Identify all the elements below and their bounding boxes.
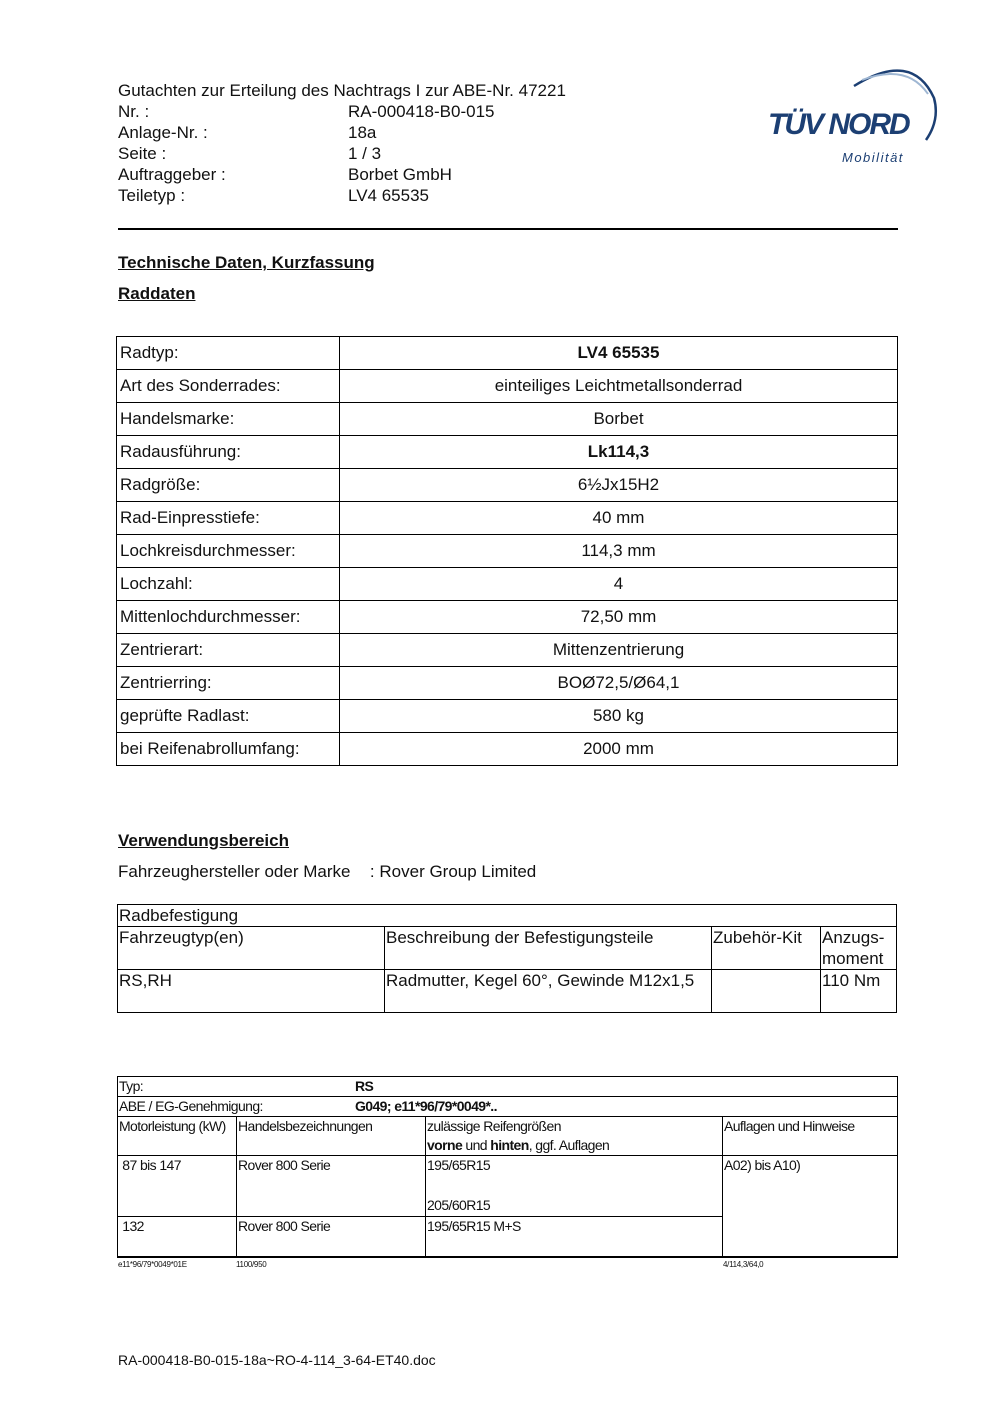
typ-row xyxy=(118,1077,898,1097)
logo-wordmark: TÜV NORD xyxy=(768,108,909,141)
table-row xyxy=(117,370,898,403)
logo-subtitle: Mobilität xyxy=(842,150,904,165)
table-cell xyxy=(712,970,821,1013)
document-header xyxy=(118,80,566,206)
section-subtitle: Raddaten xyxy=(118,284,196,303)
header-title: Gutachten zur Erteilung des Nachtrags I zur ABE-Nr. 47221 xyxy=(118,81,566,100)
table-row xyxy=(118,905,897,927)
abe-row xyxy=(118,1097,898,1117)
reifen-header-text: zulässige Reifengrößen xyxy=(427,1118,561,1134)
table-row xyxy=(117,337,898,370)
table-cell: RS,RH xyxy=(118,970,385,1013)
table-row xyxy=(117,436,898,469)
table-cell-value: 4 xyxy=(340,568,898,601)
auflagen-cell: A02) bis A10) xyxy=(723,1156,898,1257)
table-cell-value: 580 kg xyxy=(340,700,898,733)
column-header: Handelsbezeichnungen xyxy=(237,1117,426,1156)
typ-label: Typ: xyxy=(119,1078,144,1094)
table-cell-value: Borbet xyxy=(340,403,898,436)
table-cell-value: Mittenzentrierung xyxy=(340,634,898,667)
table-cell-value: 72,50 mm xyxy=(340,601,898,634)
table-cell: Rover 800 Serie xyxy=(237,1156,426,1217)
table-cell-label: Radgröße: xyxy=(117,469,340,502)
header-value: 1 / 3 xyxy=(348,144,382,163)
reifen-value: 195/65R15 xyxy=(427,1157,491,1173)
column-header: Beschreibung der Befestigungsteile xyxy=(385,927,712,970)
table-cell-value: 114,3 mm xyxy=(340,535,898,568)
footer-filename: RA-000418-B0-015-18a~RO-4-114_3-64-ET40.doc xyxy=(118,1352,436,1368)
table-cell-label: geprüfte Radlast: xyxy=(117,700,340,733)
table-cell-value: LV4 65535 xyxy=(340,337,898,370)
radbefestigung-title: Radbefestigung xyxy=(118,905,897,927)
table-cell: 110 Nm xyxy=(821,970,897,1013)
bolt-code: 4/114,3/64,0 xyxy=(723,1260,764,1269)
header-label: Nr. : xyxy=(118,102,150,121)
table-row xyxy=(117,700,898,733)
table-row xyxy=(118,1097,898,1117)
table-cell-label: Zentrierring: xyxy=(117,667,340,700)
hersteller-line xyxy=(118,862,536,882)
header-row-teiletyp xyxy=(118,185,566,206)
table-header-row xyxy=(118,927,897,970)
header-row-anlage xyxy=(118,122,566,143)
radbefestigung-table xyxy=(117,904,897,1013)
load-code: 1100/950 xyxy=(236,1260,267,1269)
hersteller-label: Fahrzeughersteller oder Marke xyxy=(118,862,351,881)
tuv-nord-logo xyxy=(762,58,942,173)
column-header: Zubehör-Kit xyxy=(712,927,821,970)
reifen-header-suffix: , ggf. Auflagen xyxy=(528,1137,610,1153)
header-value: 18a xyxy=(348,123,377,142)
table-row xyxy=(118,1156,898,1217)
column-header: Anzugs-moment xyxy=(821,927,897,970)
hersteller-value: Rover Group Limited xyxy=(379,862,537,881)
table-cell xyxy=(118,1156,237,1217)
table-row xyxy=(117,667,898,700)
typ-table xyxy=(117,1076,898,1258)
table-cell-value: 2000 mm xyxy=(340,733,898,766)
table-row xyxy=(117,601,898,634)
table-row xyxy=(117,535,898,568)
table-header-row xyxy=(118,1117,898,1156)
header-value: LV4 65535 xyxy=(348,186,429,205)
table-cell-label: Art des Sonderrades: xyxy=(117,370,340,403)
table-cell-label: Zentrierart: xyxy=(117,634,340,667)
motor-value: 87 bis 147 xyxy=(122,1157,181,1173)
table-cell-label: Lochzahl: xyxy=(117,568,340,601)
table-cell: Radmutter, Kegel 60°, Gewinde M12x1,5 xyxy=(385,970,712,1013)
column-header: Auflagen und Hinweise xyxy=(723,1117,898,1156)
raddaten-table xyxy=(116,336,898,766)
table-cell-value: BOØ72,5/Ø64,1 xyxy=(340,667,898,700)
table-row xyxy=(117,502,898,535)
table-cell-label: Mittenlochdurchmesser: xyxy=(117,601,340,634)
column-header-reifen xyxy=(426,1117,723,1156)
table-cell-label: bei Reifenabrollumfang: xyxy=(117,733,340,766)
approval-code: e11*96/79*0049*01E xyxy=(118,1260,187,1269)
table-row xyxy=(117,733,898,766)
header-label: Anlage-Nr. : xyxy=(118,123,208,142)
reifen-value: 205/60R15 xyxy=(427,1197,491,1213)
table-row xyxy=(117,634,898,667)
table-cell xyxy=(426,1156,723,1217)
table-cell-label: Radausführung: xyxy=(117,436,340,469)
header-row-auftraggeber xyxy=(118,164,566,185)
table-row xyxy=(117,403,898,436)
table-cell-label: Lochkreisdurchmesser: xyxy=(117,535,340,568)
header-value: RA-000418-B0-015 xyxy=(348,102,495,121)
section-title: Technische Daten, Kurzfassung xyxy=(118,253,375,272)
table-row xyxy=(117,568,898,601)
header-row-seite xyxy=(118,143,566,164)
column-header: Motorleistung (kW) xyxy=(118,1117,237,1156)
table-row xyxy=(117,469,898,502)
table-cell-value: 6½Jx15H2 xyxy=(340,469,898,502)
table-cell-label: Radtyp: xyxy=(117,337,340,370)
header-label: Auftraggeber : xyxy=(118,165,226,184)
table-cell xyxy=(118,1217,237,1257)
table-row xyxy=(118,970,897,1013)
table-row xyxy=(118,1077,898,1097)
reifen-header-und: und xyxy=(465,1137,487,1153)
table-cell-value: einteiliges Leichtmetallsonderrad xyxy=(340,370,898,403)
reifen-header-vorne: vorne xyxy=(427,1137,463,1153)
table-cell-label: Rad-Einpresstiefe: xyxy=(117,502,340,535)
header-row-nr xyxy=(118,101,566,122)
motor-value: 132 xyxy=(122,1218,144,1234)
header-divider xyxy=(118,228,898,230)
abe-label: ABE / EG-Genehmigung: xyxy=(119,1098,263,1114)
table-cell-value: Lk114,3 xyxy=(340,436,898,469)
hersteller-separator: : xyxy=(369,862,375,881)
table-cell: Rover 800 Serie xyxy=(237,1217,426,1257)
header-label: Seite : xyxy=(118,144,167,163)
abe-value: G049; e11*96/79*0049*.. xyxy=(355,1098,497,1114)
header-label: Teiletyp : xyxy=(118,186,186,205)
table-cell: 195/65R15 M+S xyxy=(426,1217,723,1257)
reifen-header-hinten: hinten xyxy=(490,1137,529,1153)
header-value: Borbet GmbH xyxy=(348,165,452,184)
typ-value: RS xyxy=(355,1078,374,1094)
verwendung-title: Verwendungsbereich xyxy=(118,831,289,850)
table-cell-label: Handelsmarke: xyxy=(117,403,340,436)
table-cell-value: 40 mm xyxy=(340,502,898,535)
column-header: Fahrzeugtyp(en) xyxy=(118,927,385,970)
